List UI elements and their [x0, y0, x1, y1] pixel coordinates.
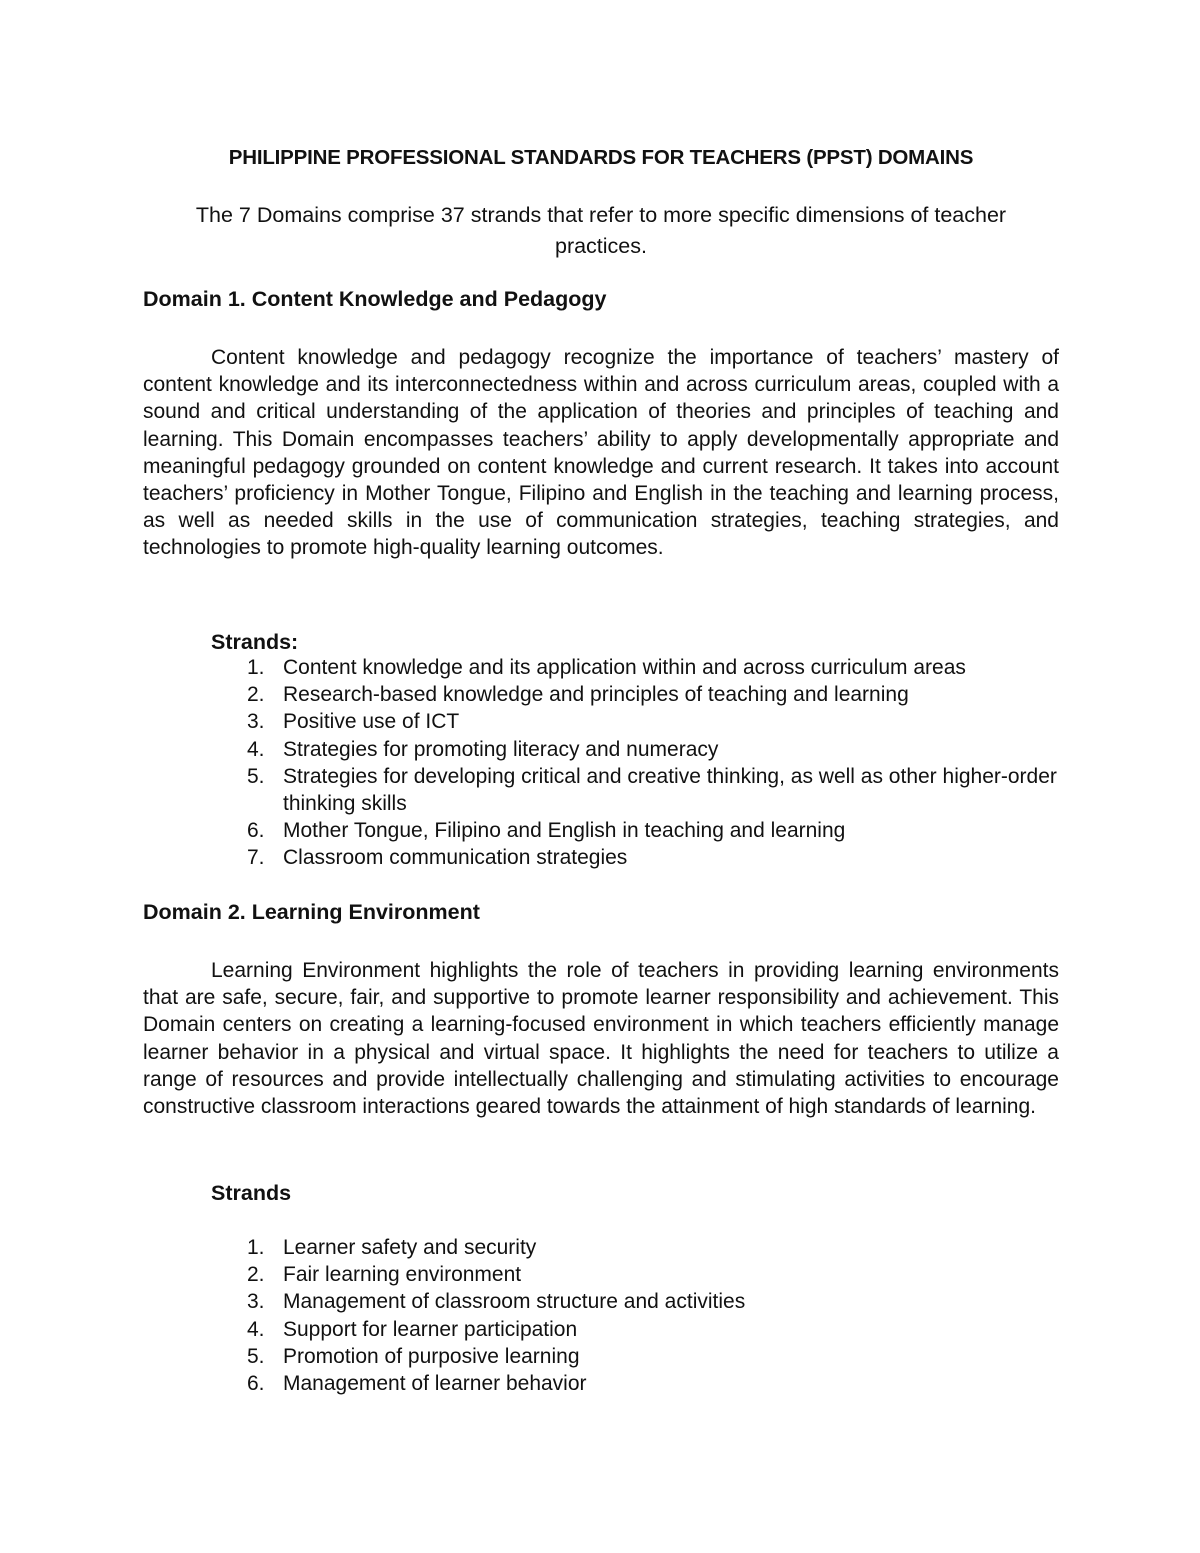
list-item-text: Strategies for developing critical and creative thinking, as well as other higher-order thinking skills [283, 764, 1057, 816]
list-item [211, 1370, 1059, 1397]
domain2-heading: Domain 2. Learning Environment [143, 900, 480, 924]
list-item [211, 1234, 1059, 1261]
list-item-text: Positive use of ICT [283, 710, 460, 734]
domain2-strand-list [211, 1234, 1059, 1397]
list-item-text: Content knowledge and its application within and across curriculum areas [283, 656, 966, 679]
list-item-number: 1. [247, 656, 265, 679]
list-item-number: 6. [247, 819, 265, 843]
list-item-number: 2. [247, 683, 265, 707]
list-item-number: 7. [247, 846, 265, 870]
list-item-number: 3. [247, 710, 265, 734]
list-item [211, 817, 1059, 844]
intro-text: The 7 Domains comprise 37 strands that refer to more specific dimensions of teacher practices. [195, 203, 1007, 258]
list-item-text: Research-based knowledge and principles of teaching and learning [283, 683, 909, 707]
list-item-number: 4. [247, 1317, 265, 1341]
list-item-text: Mother Tongue, Filipino and English in teaching and learning [283, 819, 846, 843]
domain2-description: Learning Environment highlights the role of teachers in providing learning environments that are safe, secure, fair, and supportive to promote learner responsibility and achievement. This Domain centers on creating a learning-focused environment in which teachers efficiently manage learner behavior in a physical and virtual space. It highlights the need for teachers to utilize a range of resources and provide intellectually challenging and stimulating activities to encourage constructive classroom interactions geared towards the attainment of high standards of learning. [143, 959, 1059, 1119]
list-item [211, 708, 1059, 735]
list-item [211, 681, 1059, 708]
list-item-text: Promotion of purposive learning [283, 1344, 580, 1368]
list-item-text: Learner safety and security [283, 1236, 537, 1259]
list-item-number: 6. [247, 1372, 265, 1396]
list-item-number: 4. [247, 737, 265, 761]
list-item [211, 654, 1059, 681]
list-item-text: Fair learning environment [283, 1263, 522, 1287]
list-item [211, 1343, 1059, 1370]
list-item-text: Support for learner participation [283, 1317, 578, 1341]
document-title: PHILIPPINE PROFESSIONAL STANDARDS FOR TEACHERS (PPST) DOMAINS [228, 146, 974, 169]
list-item [211, 1288, 1059, 1315]
list-item-number: 5. [247, 1344, 265, 1368]
list-item [211, 1316, 1059, 1343]
domain1-strand-list [211, 654, 1059, 872]
list-item [211, 763, 1059, 817]
list-item-number: 5. [247, 764, 265, 788]
domain1-heading: Domain 1. Content Knowledge and Pedagogy [143, 287, 607, 311]
list-item-text: Strategies for promoting literacy and numeracy [283, 737, 719, 761]
list-item-text: Management of learner behavior [283, 1372, 587, 1396]
list-item-text: Management of classroom structure and activities [283, 1290, 746, 1314]
list-item [211, 844, 1059, 871]
list-item-number: 1. [247, 1236, 265, 1259]
domain2-strands-label: Strands [211, 1181, 292, 1205]
list-item-number: 3. [247, 1290, 265, 1314]
domain1-strands-label: Strands: [211, 630, 299, 654]
list-item-text: Classroom communication strategies [283, 846, 628, 870]
list-item [211, 736, 1059, 763]
list-item [211, 1261, 1059, 1288]
domain1-description: Content knowledge and pedagogy recognize the importance of teachers’ mastery of content knowledge and its interconnectedness within and across curriculum areas, coupled with a sound and critical understanding of the application of theories and principles of teaching and learning. This Domain encompasses teachers’ ability to apply developmentally appropriate and meaningful pedagogy grounded on content knowledge and current research. It takes into account teachers’ proficiency in Mother Tongue, Filipino and English in the teaching and learning process, as well as needed skills in the use of communication strategies, teaching strategies, and technologies to promote high-quality learning outcomes. [143, 346, 1059, 560]
list-item-number: 2. [247, 1263, 265, 1287]
